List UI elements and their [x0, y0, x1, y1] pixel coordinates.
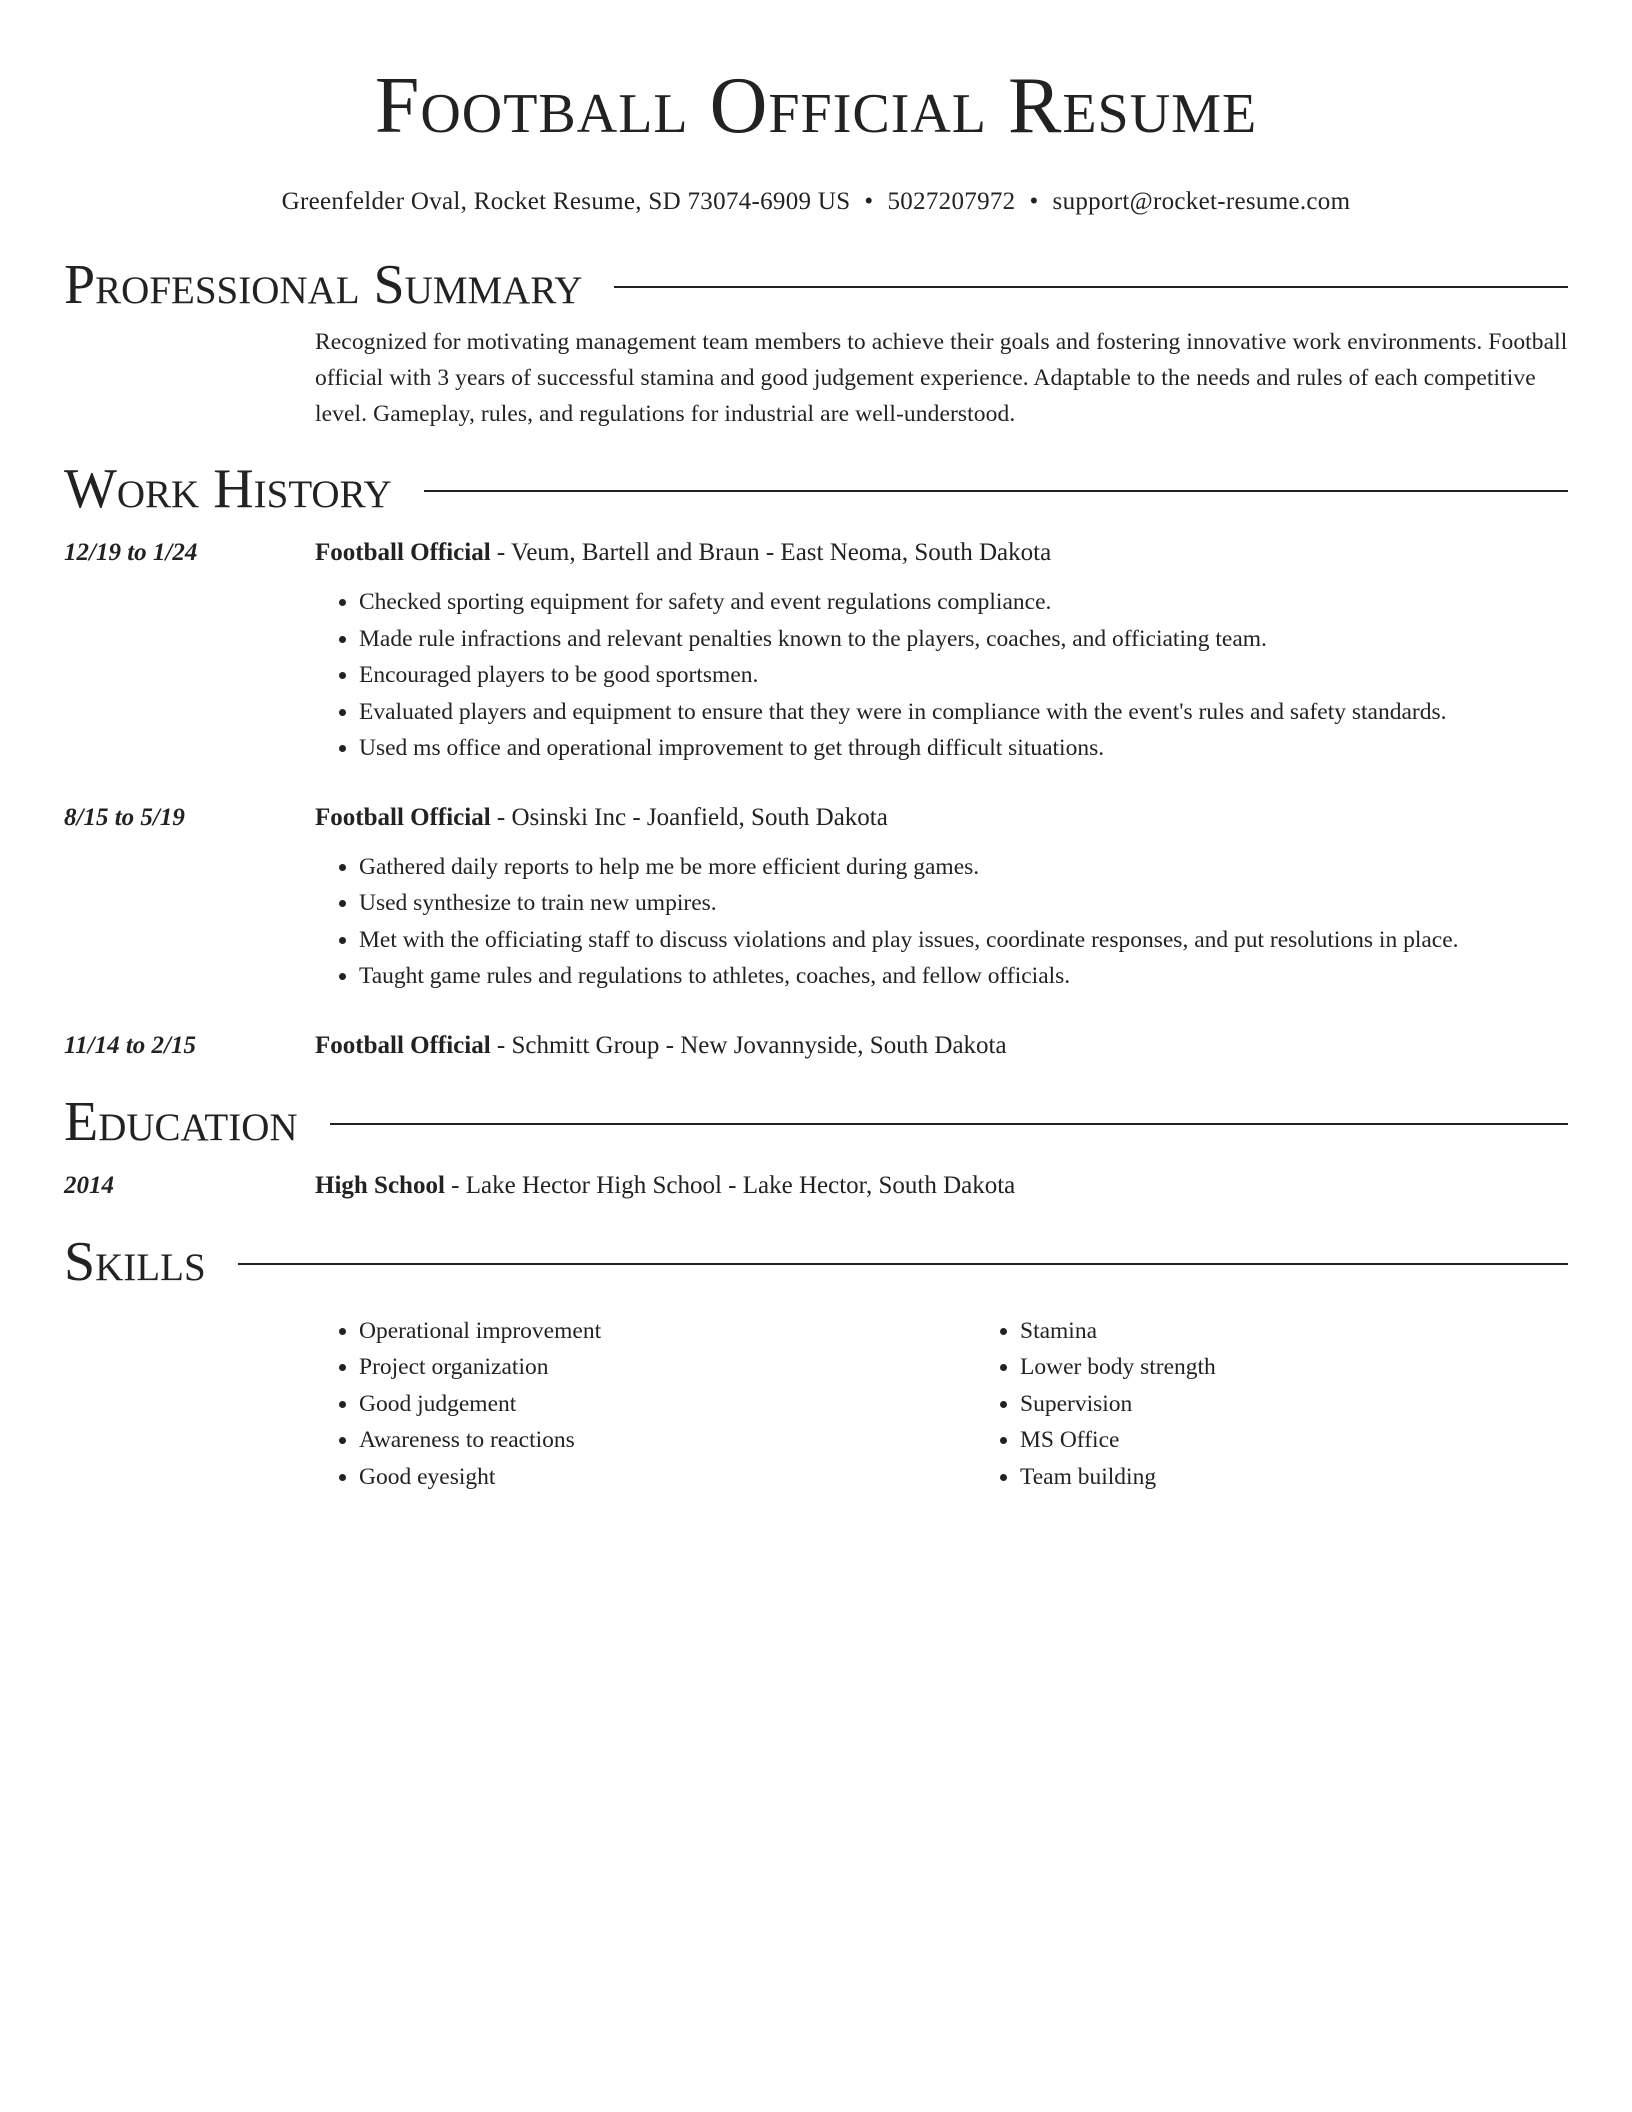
contact-line: [64, 186, 1568, 218]
education-degree: High School: [315, 1171, 445, 1199]
job-duty-item: • Encouraged players to be good sportsmen.: [359, 657, 1568, 694]
job-duty-item: • Gathered daily reports to help me be more efficient during games.: [359, 849, 1568, 886]
education-heading: Education: [64, 1090, 298, 1153]
job-duties: [315, 584, 1568, 767]
education-entry: [64, 1169, 1568, 1203]
job-employer: - Veum, Bartell and Braun - East Neoma, South Dakota: [490, 539, 1052, 566]
skill-item: • Supervision: [1020, 1386, 1632, 1423]
education-year: 2014: [64, 1171, 114, 1199]
skills-heading: Skills: [64, 1230, 206, 1293]
skill-item: • Lower body strength: [1020, 1349, 1632, 1386]
contact-email: support@rocket-resume.com: [1052, 188, 1351, 215]
job-dates: 11/14 to 2/15: [64, 1031, 196, 1059]
summary-heading: Professional Summary: [64, 254, 583, 316]
summary-text: Recognized for motivating management team members to achieve their goals and fostering innovative work environments. Football official with 3 years of successful stamina and good judgement experience. Adaptable to the needs and rules of each competitive level. Gameplay, rules, and regulations for industrial are well-understood.: [315, 329, 1568, 427]
resume-page: [64, 0, 1568, 1495]
job-duty-item: • Checked sporting equipment for safety and event regulations compliance.: [359, 584, 1568, 621]
summary-section-header: [64, 252, 1568, 318]
skill-item: • Stamina: [1020, 1313, 1632, 1350]
job-duty-item: • Used ms office and operational improvement to get through difficult situations.: [359, 730, 1568, 767]
job-title: Football Official: [315, 1031, 491, 1059]
job-dates: 12/19 to 1/24: [64, 539, 198, 566]
job-entry: [64, 1029, 1568, 1063]
skill-item: • Good judgement: [359, 1386, 976, 1423]
contact-address: Greenfelder Oval, Rocket Resume, SD 73074-6909 US: [281, 188, 851, 215]
skill-item: • Awareness to reactions: [359, 1422, 976, 1459]
skills-list-left: [315, 1313, 976, 1496]
job-body: [315, 536, 1568, 767]
resume-title: Football Official Resume: [374, 62, 1258, 150]
job-title: Football Official: [315, 803, 491, 831]
contact-separator: •: [864, 188, 874, 215]
job-body: [315, 1029, 1568, 1063]
skill-item: • Good eyesight: [359, 1459, 976, 1496]
skill-item: • Team building: [1020, 1459, 1632, 1496]
skills-columns: [315, 1313, 1632, 1496]
skills-list-right: [976, 1313, 1632, 1496]
job-duties: [315, 849, 1568, 995]
summary-spacer: [64, 324, 315, 432]
job-employer: - Schmitt Group - New Jovannyside, South Dakota: [490, 1031, 1007, 1059]
skills-spacer: [64, 1313, 315, 1496]
skills-section-header: [64, 1229, 1568, 1295]
job-duty-item: • Met with the officiating staff to discuss violations and play issues, coordinate responses, and put resolutions in place.: [359, 922, 1568, 959]
work-heading: Work History: [64, 458, 392, 520]
section-divider: [330, 1123, 1568, 1125]
job-duty-item: • Taught game rules and regulations to athletes, coaches, and fellow officials.: [359, 958, 1568, 995]
job-title: Football Official: [315, 539, 491, 566]
section-divider: [238, 1263, 1568, 1265]
contact-separator: •: [1029, 188, 1039, 215]
education-section-header: [64, 1089, 1568, 1155]
section-divider: [424, 490, 1568, 492]
contact-phone: 5027207972: [887, 188, 1016, 215]
job-duty-item: • Evaluated players and equipment to ensure that they were in compliance with the event's rules and safety standards.: [359, 694, 1568, 731]
skills-row: [64, 1313, 1568, 1496]
skill-item: • Operational improvement: [359, 1313, 976, 1350]
job-heading: [315, 801, 1568, 835]
job-dates: 8/15 to 5/19: [64, 803, 185, 831]
skill-item: • Project organization: [359, 1349, 976, 1386]
job-duty-item: • Used synthesize to train new umpires.: [359, 885, 1568, 922]
education-body: [315, 1169, 1568, 1203]
section-divider: [614, 286, 1568, 288]
job-employer: - Osinski Inc - Joanfield, South Dakota: [490, 803, 888, 831]
job-duty-item: • Made rule infractions and relevant penalties known to the players, coaches, and officiating team.: [359, 621, 1568, 658]
summary-row: [64, 324, 1568, 432]
job-heading: [315, 536, 1568, 570]
education-school: - Lake Hector High School - Lake Hector, South Dakota: [444, 1171, 1016, 1199]
skill-item: • MS Office: [1020, 1422, 1632, 1459]
work-section-header: [64, 456, 1568, 522]
job-entry: [64, 536, 1568, 767]
job-entry: [64, 801, 1568, 995]
job-heading: [315, 1029, 1568, 1063]
job-body: [315, 801, 1568, 995]
